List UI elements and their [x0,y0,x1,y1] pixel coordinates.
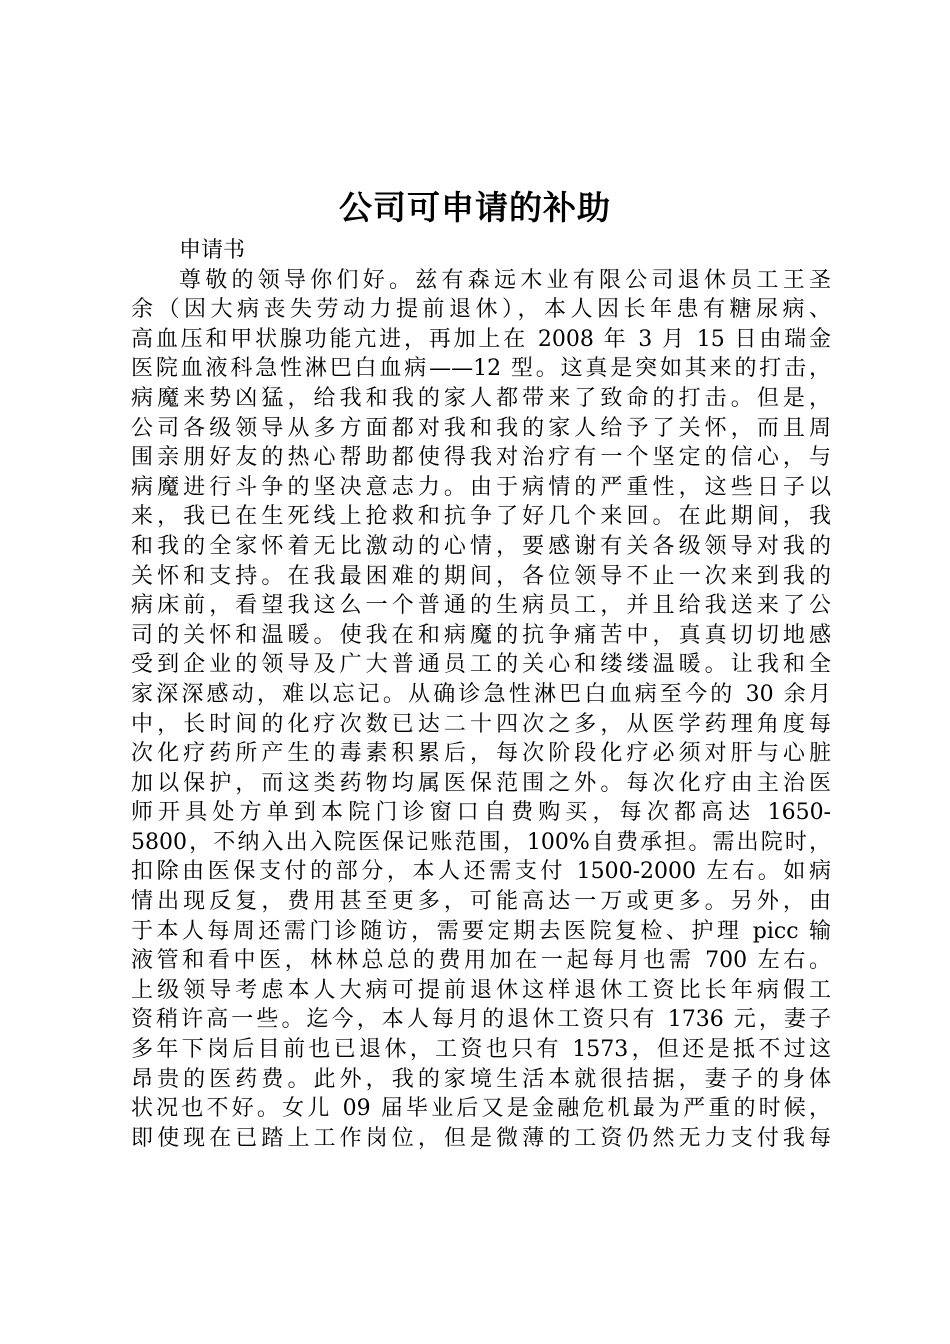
document-body [131,236,831,1153]
paragraph-line: 来，我已在生死线上抢救和抗争了好几个来回。在此期间，我 [131,504,831,530]
paragraph-line: 病床前，看望我这么一个普通的生病员工，并且给我送来了公 [131,593,831,619]
paragraph-line: 5800，不纳入出入院医保记账范围，100%自费承担。需出院时， [131,829,831,855]
paragraph-line: 司的关怀和温暖。使我在和病魔的抗争痛苦中，真真切切地感 [131,622,831,648]
paragraph-line: 关怀和支持。在我最困难的期间，各位领导不止一次来到我的 [131,563,831,589]
paragraph-line: 围亲朋好友的热心帮助都使得我对治疗有一个坚定的信心，与 [131,445,831,471]
document-title: 公司可申请的补助 [339,188,611,227]
paragraph-line: 医院血液科急性淋巴白血病——12 型。这真是突如其来的打击， [131,356,831,382]
paragraph-line: 和我的全家怀着无比激动的心情，要感谢有关各级领导对我的 [131,533,831,559]
paragraph-line: 病魔来势凶猛，给我和我的家人都带来了致命的打击。但是， [131,385,831,411]
paragraph-line: 即使现在已踏上工作岗位，但是微薄的工资仍然无力支付我每 [131,1125,831,1151]
paragraph-line: 家深深感动，难以忘记。从确诊急性淋巴白血病至今的 30 余月 [131,681,831,707]
paragraph-line: 扣除由医保支付的部分，本人还需支付 1500-2000 左右。如病 [131,859,831,885]
paragraph-line: 昂贵的医药费。此外，我的家境生活本就很拮据，妻子的身体 [131,1066,831,1092]
paragraph-line: 于本人每周还需门诊随访，需要定期去医院复检、护理 picc 输 [131,918,831,944]
paragraph-line: 师开具处方单到本院门诊窗口自费购买，每次都高达 1650- [131,800,831,826]
paragraph-line: 次化疗药所产生的毒素积累后，每次阶段化疗必须对肝与心脏 [131,741,831,767]
paragraph-line: 液管和看中医，林林总总的费用加在一起每月也需 700 左右。 [131,948,831,974]
paragraph-line: 中，长时间的化疗次数已达二十四次之多，从医学药理角度每 [131,711,831,737]
paragraph-line: 病魔进行斗争的坚决意志力。由于病情的严重性，这些日子以 [131,474,831,500]
paragraph-line: 上级领导考虑本人大病可提前退休这样退休工资比长年病假工 [131,977,831,1003]
paragraph-line: 受到企业的领导及广大普通员工的关心和缕缕温暖。让我和全 [131,652,831,678]
paragraph-line: 高血压和甲状腺功能亢进，再加上在 2008 年 3 月 15 日由瑞金 [131,326,831,352]
paragraph-line: 加以保护，而这类药物均属医保范围之外。每次化疗由主治医 [131,770,831,796]
paragraph-line: 尊敬的领导你们好。兹有森远木业有限公司退休员工王圣 [179,267,831,293]
paragraph-line: 多年下岗后目前也已退休，工资也只有 1573，但还是抵不过这 [131,1037,831,1063]
paragraph-line: 余（因大病丧失劳动力提前退休），本人因长年患有糖尿病、 [131,297,831,323]
paragraph-line: 情出现反复，费用甚至更多，可能高达一万或更多。另外，由 [131,889,831,915]
document-heading-line: 申请书 [179,238,246,263]
paragraph-line: 公司各级领导从多方面都对我和我的家人给予了关怀，而且周 [131,415,831,441]
paragraph-line: 资稍许高一些。迄今，本人每月的退休工资只有 1736 元，妻子 [131,1007,831,1033]
paragraph-line: 状况也不好。女儿 09 届毕业后又是金融危机最为严重的时候， [131,1096,831,1122]
